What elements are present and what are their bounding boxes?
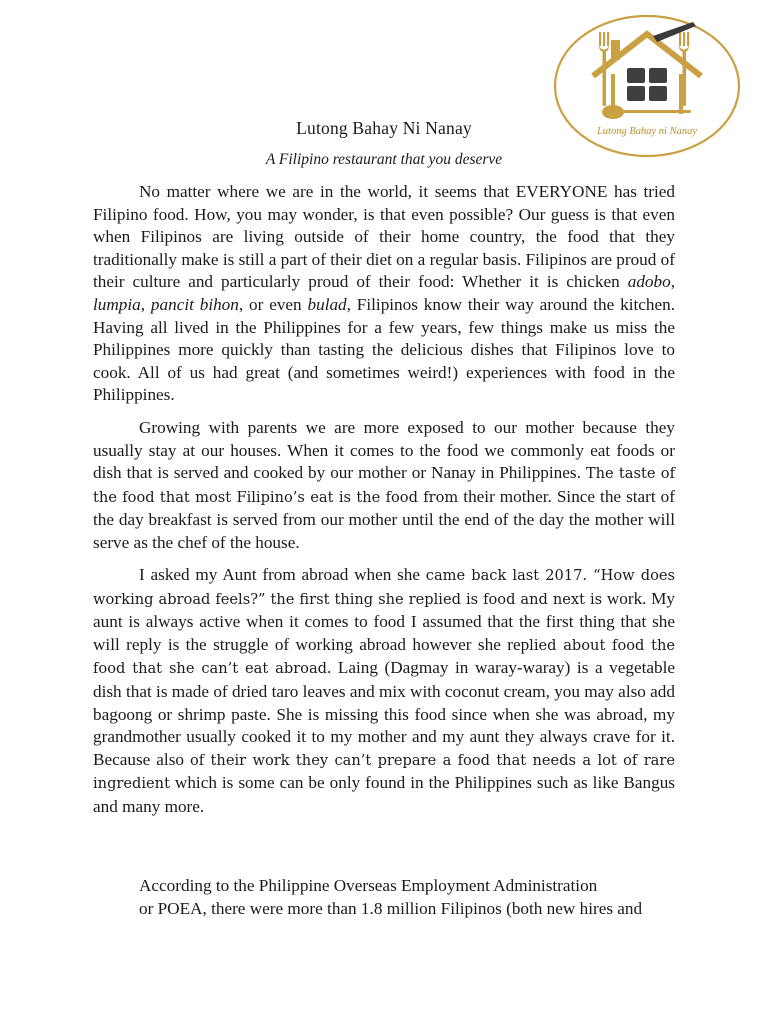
emphasized-text: came back last 2017. “How does working abroad feels?” the first thing she replied is food and next is — [93, 567, 676, 608]
page-subtitle: A Filipino restaurant that you deserve — [265, 151, 503, 168]
text-run: or POEA, there were more than 1.8 million Filipinos (both new hires and — [139, 898, 643, 918]
paragraph-poea — [93, 875, 675, 920]
paragraph-intro — [93, 181, 675, 407]
dish-name: bulad — [307, 294, 347, 314]
emphasized-text: lied about food the food that she can’t eat abroad — [93, 636, 675, 678]
dish-name: lumpia — [93, 294, 141, 314]
text-run: , — [140, 294, 151, 314]
text-run: their mother. Since the start of the day breakfast is served from our mother until the end of the day the mother will serve as the chef of the house. — [93, 486, 675, 552]
text-run: According to the Philippine Overseas Employment Administration — [139, 876, 598, 895]
text-run: I asked my Aunt from abroad when she — [139, 565, 426, 584]
text-run: , Filipinos know their way around the kitchen. Having all lived in the Philippines for a few years, few things make us miss the Philippines more quickly than tasting the delicious dishes that Filipinos love to cook. All of us had great (and sometimes weird!) experiences with food in the Philippines. — [93, 294, 675, 405]
dish-name: pancit bihon — [150, 294, 239, 314]
text-run: , or even — [238, 294, 308, 314]
page-title: Lutong Bahay Ni Nanay — [296, 118, 472, 138]
emphasized-text: The taste of the food that most Filipino’s eat is the food from — [93, 465, 675, 506]
text-run: Growing with parents we are more exposed to our mother because they usually stay at our houses. When it comes to the food we commonly eat foods or dish that is served and cooked by our mother or Nanay in Philippines. — [93, 418, 675, 483]
logo-text: Lutong Bahay ni Nanay — [596, 126, 698, 137]
paragraph-mother — [93, 417, 675, 555]
paragraph-aunt — [93, 564, 675, 819]
dish-name: adobo — [627, 272, 671, 292]
text-run: , — [670, 272, 675, 292]
text-run: which is some can be only found in the Philippines such as like Bangus and many more. — [93, 773, 675, 816]
text-run: . Laing (Dagmay in waray-waray) is a vegetable dish that is made of dried taro leaves and mix with coconut cream, you may also add bagoong or shrimp paste. She is missing this food since when she was abroad, my grandmother usually cooked it to my mother and my aunt they always crave for it. Because also — [93, 658, 675, 769]
text-run: No matter where we are in the world, it seems that EVERYONE has tried Filipino food. How, you may wonder, is that even possible? Our guess is that even when Filipinos are living outside of their home country, the food that they traditionally make is still a part of their diet on a regular basis. Filipinos are proud of their culture and particularly proud of their food: Whether it is chicken — [93, 182, 675, 292]
text-run: work. My aunt is always active when it comes to food I assumed that the first thing that she will reply is the struggle of working abroad however she rep — [93, 588, 675, 654]
emphasized-text: of their work they can’t prepare a food that needs a lot of rare ingredient — [93, 751, 675, 793]
